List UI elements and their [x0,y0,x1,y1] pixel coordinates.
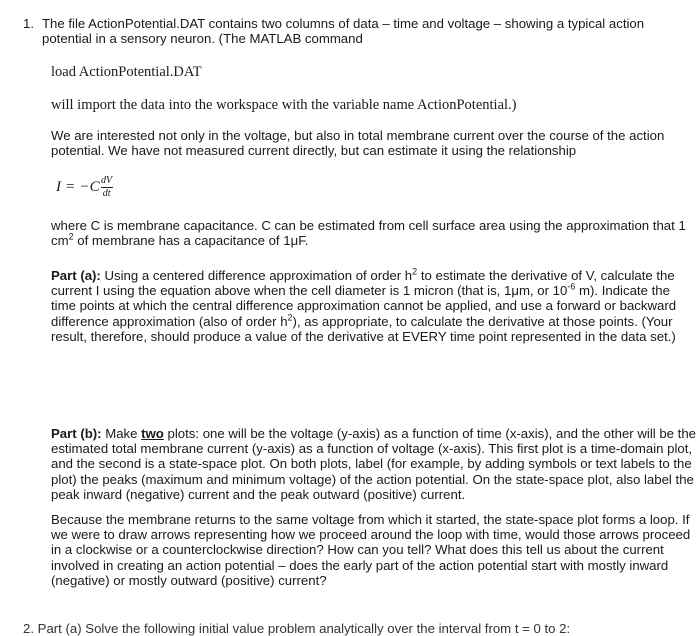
loop-paragraph: Because the membrane returns to the same voltage from which it started, the state-space plot forms a loop. If we were to draw arrows representing how we proceed around the loop with time, would those arrows proceed in a clockwise or a counterclockwise direction? How can you tell? What does this tell us about the current involved in creating an action potential – does the early part of the action potential start with mostly inward (negative) or mostly outward (positive) current? [51,512,691,588]
superscript: 2 [68,231,74,242]
next-question-cutoff: 2. Part (a) Solve the following initial value problem analytically over the interval from t = 0 to 2: [23,621,571,636]
fraction-denominator: dt [102,188,111,199]
part-a-text: m). Indicate the time points at which the central difference approximation cannot be applied, and use a forward or backward difference approximation (also of order h [51,283,677,329]
equation-neg-c: −C [79,178,100,195]
part-a-text: ), as appropriate, to calculate the derivative at those points. (Your result, therefore, should produce a value of the derivative at EVERY time point represented in the data set.) [51,313,676,344]
question-number: 1. [23,16,34,31]
part-b-paragraph [51,426,696,502]
part-a-text: to estimate the derivative of V, calculate the current I using the equation above when the cell diameter is 1 micron (that is, 1μm, or 10 [51,268,675,299]
equation-fraction [101,176,113,199]
part-a-label: Part (a): [51,268,101,283]
current-equation [56,176,113,199]
superscript: 2 [412,266,418,277]
superscript: 2 [287,312,293,323]
capacitance-text-end: of membrane has a capacitance of 1μF. [73,233,309,249]
equation-lhs: I [56,178,61,195]
superscript: -6 [567,281,576,292]
interest-paragraph: We are interested not only in the voltage, but also in total membrane current over the course of the action potential. We have not measured current directly, but can estimate it using the relationship [51,128,665,159]
equation-equals: = [66,178,75,195]
part-b-label: Part (b): [51,426,102,441]
capacitance-text: where C is membrane capacitance. C can be estimated from cell surface area using the approximation that 1 cm [51,218,686,249]
intro-paragraph: The file ActionPotential.DAT contains two columns of data – time and voltage – showing a typical action potential in a sensory neuron. (The MATLAB command [42,16,645,47]
part-a-text: Using a centered difference approximation of order h [100,268,413,283]
emphasis-two: two [141,426,164,441]
matlab-command: load ActionPotential.DAT [51,64,202,80]
part-b-text: Make [101,426,142,441]
part-a-paragraph [51,268,696,344]
import-note: will import the data into the workspace with the variable name ActionPotential.) [51,97,517,113]
capacitance-paragraph [51,218,691,248]
fraction-numerator: dV [101,175,113,186]
part-b-text: plots: one will be the voltage (y-axis) as a function of time (x-axis), and the other will be the estimated total membrane current (y-axis) as a function of voltage (x-axis). This first plot is a time-domain plot, and the second is a state-space plot. On both plots, label (for example, by adding symbols or text labels to the plot) the peaks (maximum and minimum voltage) of the action potential. On the state-space plot, also label the peak inward (negative) current and the peak outward (positive) current. [51,426,697,502]
